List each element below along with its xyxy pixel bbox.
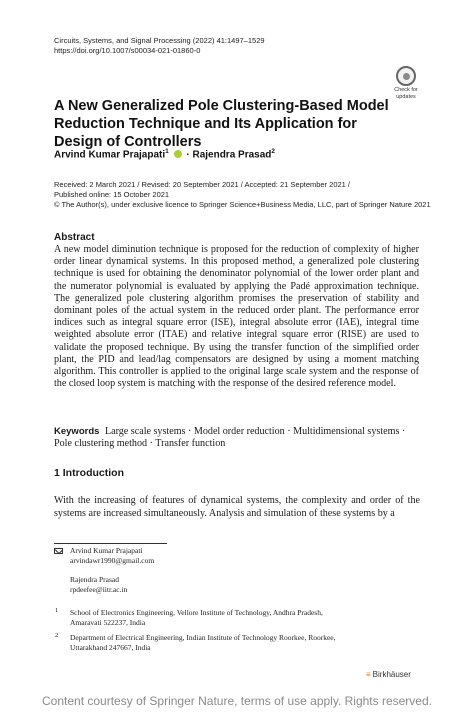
check-for-updates-badge[interactable] [390,66,422,100]
author-2[interactable]: Rajendra Prasad [192,149,272,161]
paper-title: A New Generalized Pole Clustering-Based Model Reduction Technique and Its Application for Design of Controllers [54,98,389,150]
affiliation-2-mark: 2 [55,632,59,639]
contact-1 [70,546,154,566]
contact-1-email[interactable]: arvindawr1990@gmail.com [70,556,155,565]
abstract-text: A new model diminution technique is proposed for the reduction of complexity of higher order linear dynamical systems. In this proposed method, a generalized pole clustering technique is used for obtaining the denominator polynomial of the lower order plant and the numerator polynomial is evaluated by applying the Padé approximation technique. The generalized pole clustering algorithm promises the preservation of stability and dominant poles of the actual system in the reduced order plant. The performance error indices such as integral square error (ISE), integral absolute error (IAE), integral time weighted absolute error (ITAE) and relative integral square error (RISE) are used to validate the proposed technique. By using the transfer function of the simplified order plant, the PID and lead/lag compensators are designed by using a moment matching algorithm. This controller is applied to the original large scale system and the response of the closed loop system is matching with the response of the desired reference model. [54,244,419,390]
copyright-line: © The Author(s), under exclusive licence to Springer Science+Business Media, LLC, part of Springer Nature 2021 [54,200,431,209]
affiliation-1-line-1: School of Electronics Engineering, Vellore Institute of Technology, Andhra Pradesh, [70,608,323,617]
badge-line2: updates [396,94,416,100]
footnote-divider [54,543,167,544]
author-separator: · [186,149,190,161]
badge-line1: Check for [394,87,418,93]
keywords-label: Keywords [54,426,100,437]
affiliation-1-line-2: Amaravati 522237, India [70,618,146,627]
envelope-icon [54,548,63,554]
contact-2-email[interactable]: rpdeefee@iitr.ac.in [70,585,128,594]
doi-link[interactable]: https://doi.org/10.1007/s00034-021-01860-0 [54,46,201,55]
affiliation-2-line-1: Department of Electrical Engineering, Indian Institute of Technology Roorkee, Roorkee, [70,633,336,642]
keywords-block [54,426,424,450]
dates-line-2: Published online: 15 October 2021 [54,190,170,199]
contact-1-name: Arvind Kumar Prajapati [70,546,143,555]
check-updates-icon [396,66,416,86]
orcid-icon[interactable] [174,150,182,158]
author-2-affiliation: 2 [271,148,276,155]
keywords-text: Large scale systems · Model order reduction · Multidimensional systems · Pole clustering method · Transfer function [54,426,406,450]
abstract-heading: Abstract [54,232,95,243]
contact-2-name: Rajendra Prasad [70,575,119,584]
affiliation-2-line-2: Uttarakhand 247667, India [70,643,151,652]
contact-2 [70,575,127,595]
journal-header [54,36,265,56]
journal-citation: Circuits, Systems, and Signal Processing (2022) 41:1497–1529 [54,36,265,45]
author-line [54,148,275,160]
section-heading-introduction: 1 Introduction [54,467,124,479]
author-1[interactable]: Arvind Kumar Prajapati [54,149,166,161]
author-1-affiliation: 1 [165,148,169,155]
introduction-text: With the increasing of features of dynamical systems, the complexity and order of the systems are increased simultaneously. Analysis and simulation of these systems by a [54,495,420,519]
affiliation-1 [70,608,323,628]
courtesy-notice: Content courtesy of Springer Nature, terms of use apply. Rights reserved. [42,694,432,708]
publisher-icon: ≡ [366,670,371,679]
publisher-name: Birkhäuser [372,670,411,679]
dates-line-1: Received: 2 March 2021 / Revised: 20 September 2021 / Accepted: 21 September 2021 / [54,180,351,189]
affiliation-1-mark: 1 [55,607,59,614]
publication-dates [54,180,431,210]
publisher-logo [366,670,411,679]
affiliation-2 [70,633,336,653]
